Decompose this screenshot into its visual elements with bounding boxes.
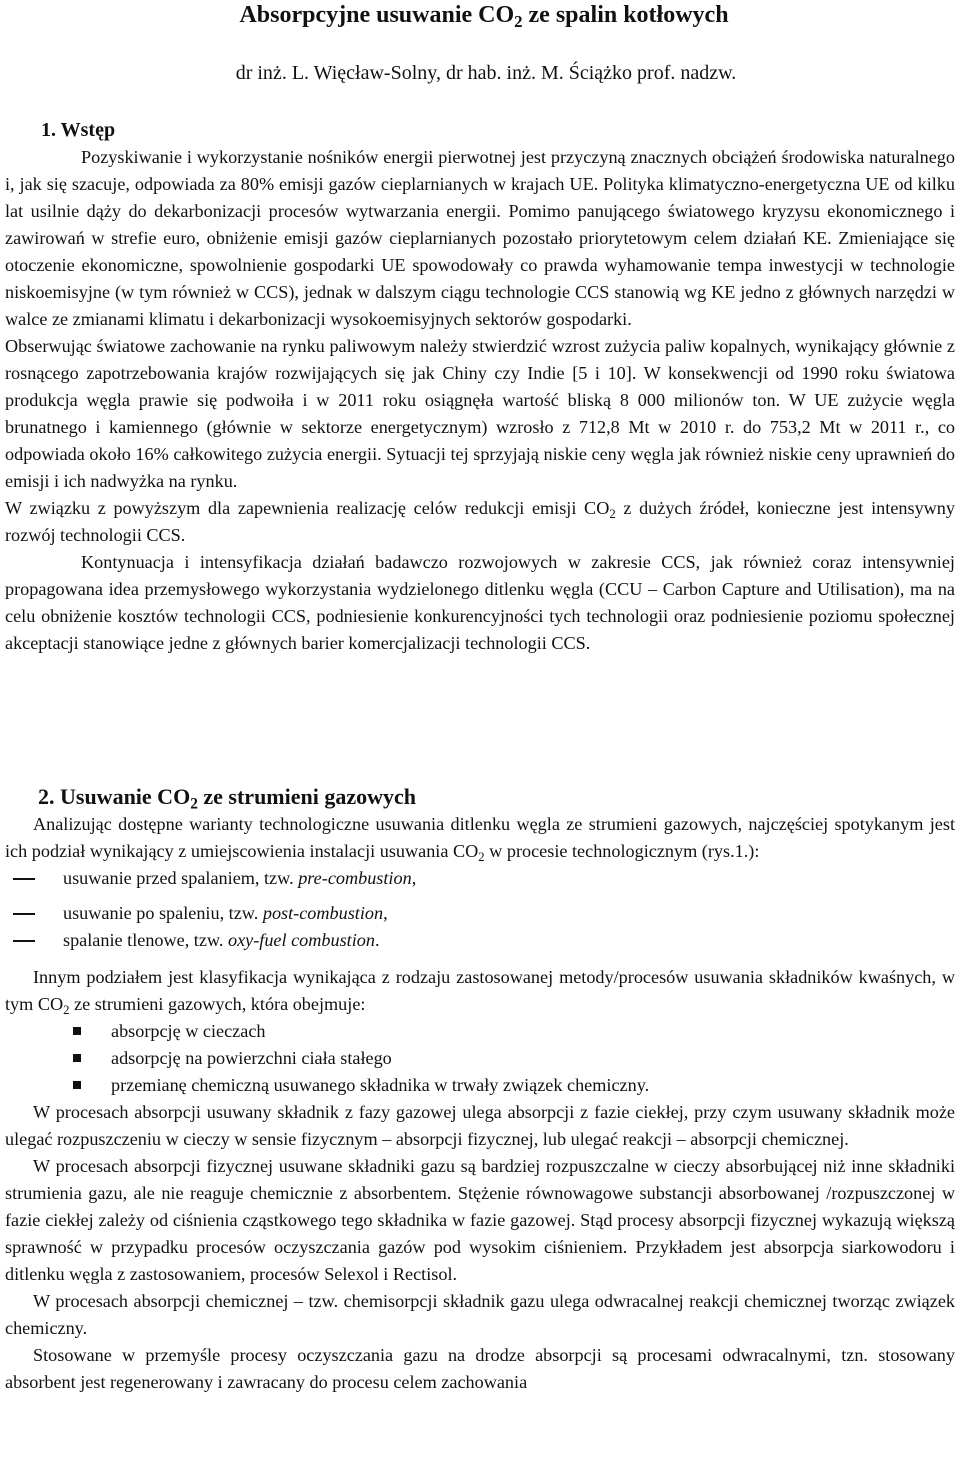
square-bullet-icon xyxy=(73,1081,81,1089)
paragraph: Obserwując światowe zachowanie na rynku paliwowym należy stwierdzić wzrost zużycia paliw kopalnych, wynikający głównie z rosnącego zapotrzebowania krajów rozwijających się jak Chiny czy Indie [5 i 10]. W konsekwencji od 1990 roku światowa produkcja węgla prawie się podwoiła i w 2011 roku osiągnęła wartość bliską 8 000 milionów ton. W UE zużycie węgla brunatnego i kamiennego (głównie w sektorze energetycznym) wzrosło z 712,8 Mt w 2010 r. do 753,2 Mt w 2011 r., co odpowiada około 16% całkowitego zużycia energii. Sytuacji tej sprzyjają niskie ceny węgla jak również niskie ceny uprawnień do emisji i ich nadwyżka na rynku. xyxy=(5,336,955,491)
section-heading-2: 2. Usuwanie $CO_2$ ze strumieni gazowych xyxy=(38,784,417,813)
square-bullet-icon xyxy=(73,1027,81,1035)
list-item: spalanie tlenowe, tzw. oxy-fuel combustion. xyxy=(5,927,955,954)
section-introduction xyxy=(5,117,955,657)
paragraph: W procesach absorpcji chemicznej – tzw. chemisorpcji składnik gazu ulega odwracalnej reakcji chemicznej tworząc związek chemiczny. xyxy=(5,1291,955,1338)
dash-list xyxy=(5,865,955,954)
paragraph: W procesach absorpcji usuwany składnik z fazy gazowej ulega absorpcji z fazie ciekłej, przy czym usuwany składnik może ulegać rozpuszczeniu w cieczy w sensie fizycznym – absorpcji fizycznej, lub ulegać reakcji – absorpcji chemicznej. xyxy=(5,1102,955,1149)
square-bullet-list xyxy=(5,1018,955,1099)
paragraph: Analizując dostępne warianty technologiczne usuwania ditlenku węgla ze strumieni gazowych, najczęściej spotykanym jest ich podział wynikający z umiejscowienia instalacji usuwania $CO_2$ w procesie technologicznym (rys.1.): xyxy=(5,814,955,864)
list-item: przemianę chemiczną usuwanego składnika w trwały związek chemiczny. xyxy=(5,1072,955,1099)
list-item: usuwanie przed spalaniem, tzw. pre-combustion, xyxy=(5,865,955,892)
paragraph: Innym podziałem jest klasyfikacja wynikająca z rodzaju zastosowanej metody/procesów usuwania składników kwaśnych, w tym $CO_2$ ze strumieni gazowych, która obejmuje: xyxy=(5,967,955,1017)
paragraph: Pozyskiwanie i wykorzystanie nośników energii pierwotnej jest przyczyną znacznych obciążeń środowiska naturalnego i, jak się szacuje, odpowiada za 80% emisji gazów cieplarnianych w krajach UE. Polityka klimatyczno-energetyczna UE od kilku lat usilnie dąży do dekarbonizacji procesów wytwarzania energii. Pomimo panującego światowego kryzysu ekonomicznego i zawirowań w strefie euro, obniżenie emisji gazów cieplarnianych pozostało priorytetowym celem działań KE. Zmieniające się otoczenie ekonomiczne, spowolnienie gospodarki UE spowodowały co prawda wyhamowanie tempa inwestycji w technologie niskoemisyjne (w tym również w CCS), jednak w dalszym ciągu technologie CCS stanowią wg KE jedno z głównych narzędzi w walce ze zmianami klimatu i dekarbonizacji wysokoemisyjnych sektorów gospodarki. xyxy=(5,147,955,329)
dash-bullet-icon xyxy=(13,913,35,915)
paragraph: W procesach absorpcji fizycznej usuwane składniki gazu są bardziej rozpuszczalne w cieczy absorbującej niż inne składniki strumienia gazu, ale nie reaguje chemicznie z absorbentem. Stężenie równowagowe substancji absorbowanej /rozpuszczonej w fazie ciekłej zależy od ciśnienia cząstkowego tego składnika w fazie gazowej. Stąd procesy absorpcji fizycznej wykazują większą sprawność w przypadku procesów oczyszczania gazów pod wysokim ciśnieniem. Przykładem jest absorpcja siarkowodoru i ditlenku węgla z zastosowaniem, procesów Selexol i Rectisol. xyxy=(5,1156,955,1284)
dash-bullet-icon xyxy=(13,878,35,880)
authors-line: dr inż. L. Więcław-Solny, dr hab. inż. M. Ściążko prof. nadzw. xyxy=(235,62,737,84)
list-item: adsorpcję na powierzchni ciała stałego xyxy=(5,1045,955,1072)
dash-bullet-icon xyxy=(13,940,35,942)
paragraph: W związku z powyższym dla zapewnienia realizację celów redukcji emisji $CO_2$ z dużych źródeł, konieczne jest intensywny rozwój technologii CCS. xyxy=(5,498,955,545)
document-title xyxy=(5,0,955,30)
title-text-end: ze spalin kotłowych xyxy=(522,2,729,28)
paragraph: Kontynuacja i intensyfikacja działań badawczo rozwojowych w zakresie CCS, jak również coraz intensywniej propagowana idea przemysłowego wykorzystania wydzielonego ditlenku węgla (CCU – Carbon Capture and Utilisation), ma na celu obniżenie kosztów technologii CCS, podniesienie konkurencyjności tych technologii oraz podniesienie poziomu społecznej akceptacji stanowiące jedne z głównych barier komercjalizacji technologii CCS. xyxy=(5,552,955,653)
title-text: Absorpcyjne usuwanie CO xyxy=(239,2,515,28)
square-bullet-icon xyxy=(73,1054,81,1062)
section-heading-1: 1. Wstęp xyxy=(41,119,116,141)
list-item: usuwanie po spaleniu, tzw. post-combustion, xyxy=(5,900,955,927)
title-subscript: 2 xyxy=(514,12,523,32)
section-co2-removal xyxy=(5,783,955,1396)
list-item: absorpcję w cieczach xyxy=(5,1018,955,1045)
paragraph: Stosowane w przemyśle procesy oczyszczania gazu na drodze absorpcji są procesami odwracalnymi, tzn. stosowany absorbent jest regenerowany i zawracany do procesu celem zachowania xyxy=(5,1345,955,1392)
